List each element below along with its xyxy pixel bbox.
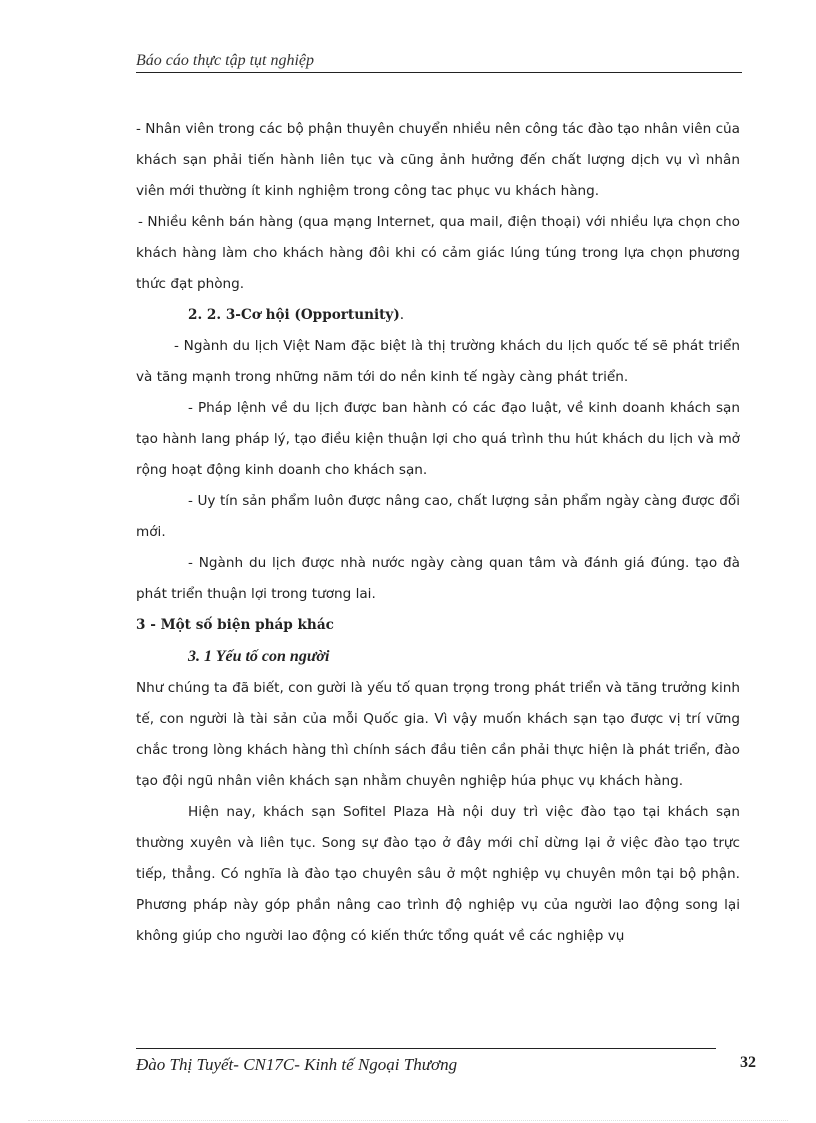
- page-footer: [136, 1048, 716, 1075]
- paragraph: - Ngành du lịch Việt Nam đặc biệt là thị trường khách du lịch quốc tế sẽ phát triển và tăng mạnh trong những năm tới do nền kinh tế ngày càng phát triển.: [136, 338, 740, 385]
- section-heading-label: 2. 2. 3-Cơ hội (Opportunity): [188, 307, 400, 323]
- footer-author: Đào Thị Tuyết- CN17C- Kinh tế Ngoại Thương: [136, 1055, 458, 1074]
- page-bottom-divider: [28, 1120, 788, 1121]
- header-title: Báo cáo thực tập tụt nghiệp: [136, 52, 315, 69]
- paragraph: - Ngành du lịch được nhà nước ngày càng quan tâm và đánh giá đúng. tạo đà phát triển thuận lợi trong tương lai.: [136, 555, 740, 602]
- paragraph: - Uy tín sản phẩm luôn được nâng cao, chất lượng sản phẩm ngày càng được đổi mới.: [136, 493, 740, 540]
- document-body: [136, 114, 740, 952]
- section-heading-opportunity: [136, 300, 740, 331]
- page-header: [136, 50, 742, 73]
- paragraph: Hiện nay, khách sạn Sofitel Plaza Hà nội duy trì việc đào tạo tại khách sạn thường xuyên và liên tục. Song sự đào tạo ở đây mới chỉ dừng lại ở việc đào tạo trực tiếp, thẳng. Có nghĩa là đào tạo chuyên sâu ở một nghiệp vụ chuyên môn tại bộ phận. Phương pháp này góp phần nâng cao trình độ nghiệp vụ của người lao động song lại không giúp cho người lao động có kiến thức tổng quát về các nghiệp vụ: [136, 804, 740, 944]
- section-heading-label: 3 - Một số biện pháp khác: [136, 617, 334, 633]
- paragraph: - Nhiều kênh bán hàng (qua mạng Internet, qua mail, điện thoại) với nhiều lựa chọn cho khách hàng làm cho khách hàng đôi khi có cảm giác lúng túng trong lựa chọn phương thức đạt phòng.: [136, 214, 740, 292]
- subsection-heading-label: 3. 1 Yếu tố con người: [188, 648, 330, 665]
- paragraph: - Pháp lệnh về du lịch được ban hành có các đạo luật, về kinh doanh khách sạn tạo hành lang pháp lý, tạo điều kiện thuận lợi cho quá trình thu hút khách du lịch và mở rộng hoạt động kinh doanh cho khách sạn.: [136, 400, 740, 478]
- paragraph: - Nhân viên trong các bộ phận thuyên chuyển nhiều nên công tác đào tạo nhân viên của khách sạn phải tiến hành liên tục và cũng ảnh hưởng đến chất lượng dịch vụ vì nhân viên mới thường ít kinh nghiệm trong công tac phục vu khách hàng.: [136, 121, 740, 199]
- section-heading-3: [136, 610, 740, 641]
- page-number: 32: [740, 1054, 756, 1071]
- subsection-heading-3-1: [136, 641, 740, 673]
- paragraph: Như chúng ta đã biết, con gười là yếu tố quan trọng trong phát triển và tăng trưởng kinh tế, con người là tài sản của mỗi Quốc gia. Vì vậy muốn khách sạn tạo được vị trí vững chắc trong lòng khách hàng thì chính sách đầu tiên cần phải thực hiện là phát triển, đào tạo đội ngũ nhân viên khách sạn nhằm chuyên nghiệp húa phục vụ khách hàng.: [136, 680, 740, 789]
- section-heading-suffix: .: [399, 307, 405, 323]
